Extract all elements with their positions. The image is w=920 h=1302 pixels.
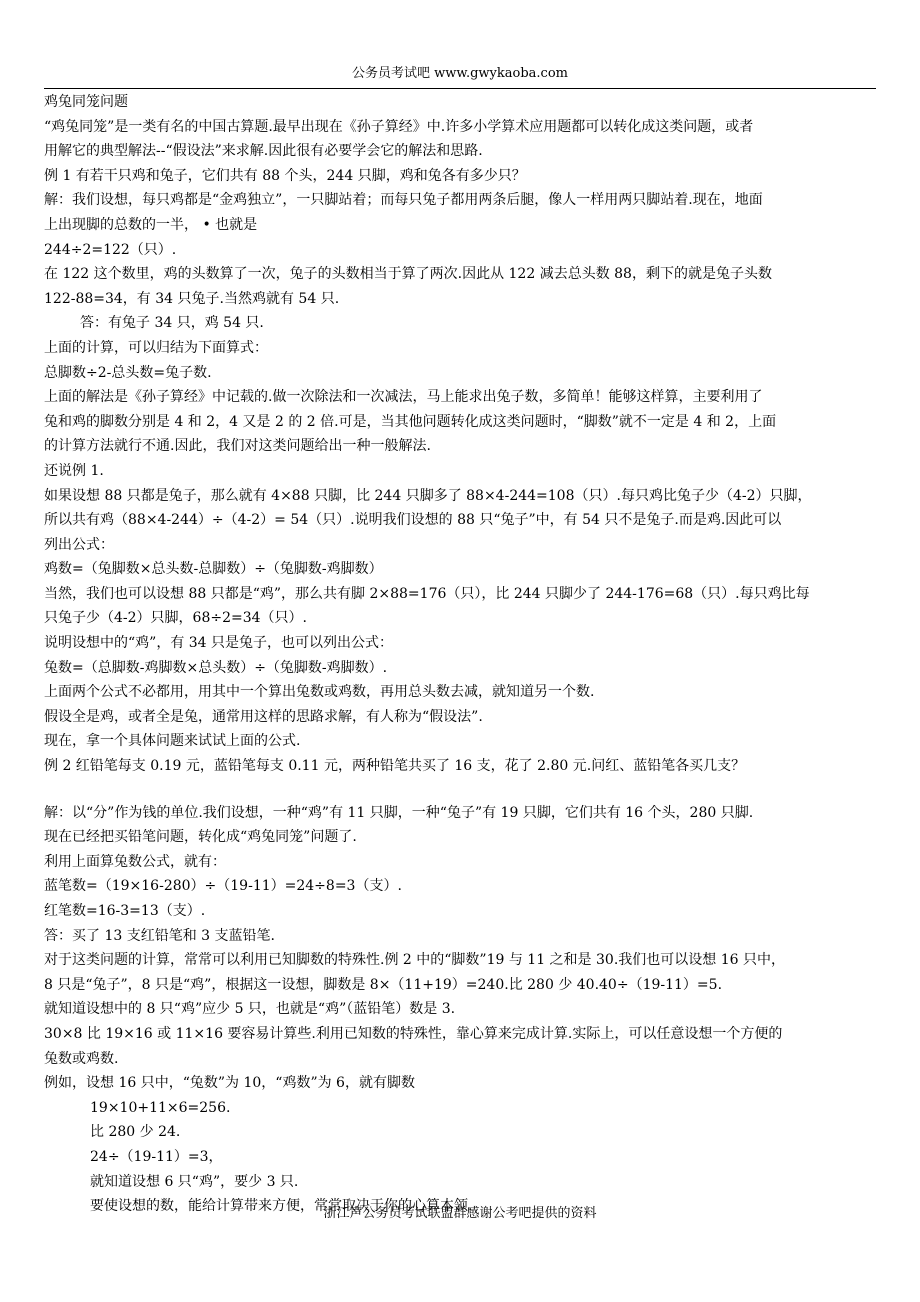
text-line: 兔和鸡的脚数分别是 4 和 2，4 又是 2 的 2 倍.可是，当其他问题转化成这类问题时，“脚数”就不一定是 4 和 2，上面 bbox=[44, 413, 777, 430]
text-line: 上面的计算，可以归结为下面算式： bbox=[44, 339, 268, 356]
formula-line: 蓝笔数=（19×16-280）÷（19-11）=24÷8=3（支）. bbox=[44, 878, 402, 895]
indented-line: 比 280 少 24. bbox=[90, 1124, 181, 1141]
text-line: “鸡兔同笼”是一类有名的中国古算题.最早出现在《孙子算经》中.许多小学算术应用题都可以转化成这类问题，或者 bbox=[44, 118, 754, 135]
text-line: 所以共有鸡（88×4-244）÷（4-2）= 54（只）.说明我们设想的 88 只“兔子”中，有 54 只不是兔子.而是鸡.因此可以 bbox=[44, 512, 782, 529]
formula-line: 兔数=（总脚数-鸡脚数×总头数）÷（兔脚数-鸡脚数）. bbox=[44, 659, 388, 676]
text-line: 例 1 有若干只鸡和兔子，它们共有 88 个头，244 只脚，鸡和兔各有多少只？ bbox=[44, 167, 526, 184]
indented-line: 24÷（19-11）=3， bbox=[90, 1148, 223, 1165]
text-line: 8 只是“兔子”，8 只是“鸡”，根据这一设想，脚数是 8×（11+19）=240.比 280 少 40.40÷（19-11）=5. bbox=[44, 976, 723, 993]
text-line: 的计算方法就行不通.因此，我们对这类问题给出一种一般解法. bbox=[44, 438, 431, 455]
document-body bbox=[44, 90, 880, 1219]
paragraph-gap bbox=[44, 779, 880, 801]
text-line: 兔数或鸡数. bbox=[44, 1050, 119, 1067]
text-line: 对于这类问题的计算，常常可以利用已知脚数的特殊性.例 2 中的“脚数”19 与 11 之和是 30.我们也可以设想 16 只中， bbox=[44, 952, 785, 969]
text-line: 例 2 红铅笔每支 0.19 元，蓝铅笔每支 0.11 元，两种铅笔共买了 16 支，花了 2.80 元.问红、蓝铅笔各买几支？ bbox=[44, 758, 746, 775]
text-line: 就知道设想中的 8 只“鸡”应少 5 只，也就是“鸡”（蓝铅笔）数是 3. bbox=[44, 1001, 456, 1018]
text-line: 现在，拿一个具体问题来试试上面的公式. bbox=[44, 733, 301, 750]
text-line: 当然，我们也可以设想 88 只都是“鸡”，那么共有脚 2×88=176（只），比 244 只脚少了 244-176=68（只）.每只鸡比每 bbox=[44, 585, 810, 602]
formula-line: 鸡数=（兔脚数×总头数-总脚数）÷（兔脚数-鸡脚数） bbox=[44, 561, 383, 578]
text-line: 解：以“分”作为钱的单位.我们设想，一种“鸡”有 11 只脚，一种“兔子”有 19 只脚，它们共有 16 个头，280 只脚. bbox=[44, 804, 754, 821]
text-line: 说明设想中的“鸡”，有 34 只是兔子，也可以列出公式： bbox=[44, 635, 394, 652]
text-line: 现在已经把买铅笔问题，转化成“鸡兔同笼”问题了. bbox=[44, 829, 357, 846]
text-line: 在 122 这个数里，鸡的头数算了一次，兔子的头数相当于算了两次.因此从 122 减去总头数 88，剩下的就是兔子头数 bbox=[44, 266, 772, 283]
indented-line: 就知道设想 6 只“鸡”，要少 3 只. bbox=[90, 1173, 299, 1190]
answer-line: 答：买了 13 支红铅笔和 3 支蓝铅笔. bbox=[44, 927, 275, 944]
text-line: 例如，设想 16 只中，“兔数”为 10，“鸡数”为 6，就有脚数 bbox=[44, 1075, 415, 1092]
text-line: 列出公式： bbox=[44, 536, 114, 553]
text-line: 只兔子少（4-2）只脚，68÷2=34（只）. bbox=[44, 610, 307, 627]
page-header: 公务员考试吧 www.gwykaoba.com bbox=[352, 66, 568, 81]
formula-line: 总脚数÷2-总头数=兔子数. bbox=[44, 364, 212, 381]
formula-line: 红笔数=16-3=13（支）. bbox=[44, 903, 206, 919]
page-footer: 浙江声公务员考试联盟群感谢公考吧提供的资料 bbox=[323, 1206, 597, 1221]
text-line: 假设全是鸡，或者全是兔，通常用这样的思路求解，有人称为“假设法”. bbox=[44, 708, 483, 725]
text-line: 利用上面算兔数公式，就有： bbox=[44, 853, 226, 870]
answer-line: 答：有兔子 34 只，鸡 54 只. bbox=[80, 315, 264, 332]
document-title: 鸡兔同笼问题 bbox=[44, 94, 128, 110]
header-divider bbox=[44, 88, 876, 89]
text-line: 30×8 比 19×16 或 11×16 要容易计算些.利用已知数的特殊性，靠心算来完成计算.实际上，可以任意设想一个方便的 bbox=[44, 1025, 783, 1042]
indented-line: 19×10+11×6=256. bbox=[90, 1099, 231, 1116]
text-line: 上面两个公式不必都用，用其中一个算出兔数或鸡数，再用总头数去减，就知道另一个数. bbox=[44, 684, 595, 701]
text-line: 122-88=34，有 34 只兔子.当然鸡就有 54 只. bbox=[44, 290, 340, 307]
text-line: 解：我们设想，每只鸡都是“金鸡独立”，一只脚站着；而每只兔子都用两条后腿，像人一样用两只脚站着.现在，地面 bbox=[44, 192, 763, 209]
text-line: 上出现脚的总数的一半， • 也就是 bbox=[44, 216, 258, 233]
indented-line: 要使设想的数，能给计算带来方便，常常取决于你的心算本领. bbox=[90, 1198, 473, 1215]
text-line: 还说例 1. bbox=[44, 462, 104, 479]
text-line: 上面的解法是《孙子算经》中记载的.做一次除法和一次减法，马上能求出兔子数，多简单！能够这样算，主要利用了 bbox=[44, 389, 763, 406]
text-line: 244÷2=122（只）. bbox=[44, 241, 177, 258]
text-line: 如果设想 88 只都是兔子，那么就有 4×88 只脚，比 244 只脚多了 88×4-244=108（只）.每只鸡比兔子少（4-2）只脚， bbox=[44, 487, 812, 504]
text-line: 用解它的典型解法--“假设法”来求解.因此很有必要学会它的解法和思路. bbox=[44, 143, 483, 160]
